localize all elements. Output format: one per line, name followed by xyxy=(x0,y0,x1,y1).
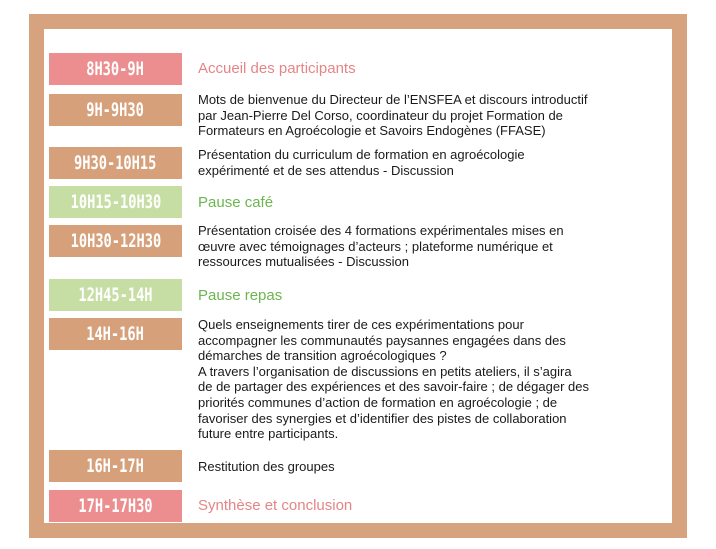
time-badge xyxy=(49,186,182,218)
time-label: 14H-16H xyxy=(86,323,145,345)
time-badge xyxy=(49,490,182,522)
time-label: 12H45-14H xyxy=(78,284,153,306)
time-label: 10H30-12H30 xyxy=(70,230,161,252)
agenda-text: Accueil des participants xyxy=(198,60,356,77)
time-label: 17H-17H30 xyxy=(78,495,153,517)
time-badge xyxy=(49,450,182,482)
agenda-text: Présentation du curriculum de formation en agroécologie expérimenté et de ses attendus - Discussion xyxy=(198,147,525,178)
agenda-text: Synthèse et conclusion xyxy=(198,497,353,514)
time-badge xyxy=(49,225,182,257)
agenda-text: Présentation croisée des 4 formations expérimentales mises en œuvre avec témoignages d’acteurs ; plateforme numérique et ressources mutualisées - Discussion xyxy=(198,223,564,270)
time-label: 9H30-10H15 xyxy=(74,152,157,174)
agenda-text: Quels enseignements tirer de ces expérimentations pour accompagner les communautés paysannes engagées dans des démarches de transition agroécologiques ? A travers l’organisation de discussions en petits ateliers, il s’agira de de partager des expériences et des savoir-faire ; de dégager des priorités communes d’action de formation en agroécologie ; de favoriser des synergies et d’identifier des pistes de collaboration future entre participants. xyxy=(198,317,589,442)
time-badge xyxy=(49,279,182,311)
time-badge xyxy=(49,147,182,179)
time-badge xyxy=(49,53,182,85)
agenda-text: Mots de bienvenue du Directeur de l’ENSFEA et discours introductif par Jean-Pierre Del Corso, coordinateur du projet Formation de Formateurs en Agroécologie et Savoirs Endogènes (FFASE) xyxy=(198,92,588,139)
time-label: 16H-17H xyxy=(86,455,145,477)
time-label: 10H15-10H30 xyxy=(70,191,161,213)
time-badge xyxy=(49,318,182,350)
agenda-text: Pause repas xyxy=(198,287,283,304)
agenda-text: Restitution des groupes xyxy=(198,459,335,474)
time-badge xyxy=(49,94,182,126)
program-frame xyxy=(29,14,687,538)
agenda-text: Pause café xyxy=(198,194,274,211)
time-label: 8H30-9H xyxy=(86,58,145,80)
program-panel xyxy=(44,29,672,523)
time-label: 9H-9H30 xyxy=(86,99,145,121)
